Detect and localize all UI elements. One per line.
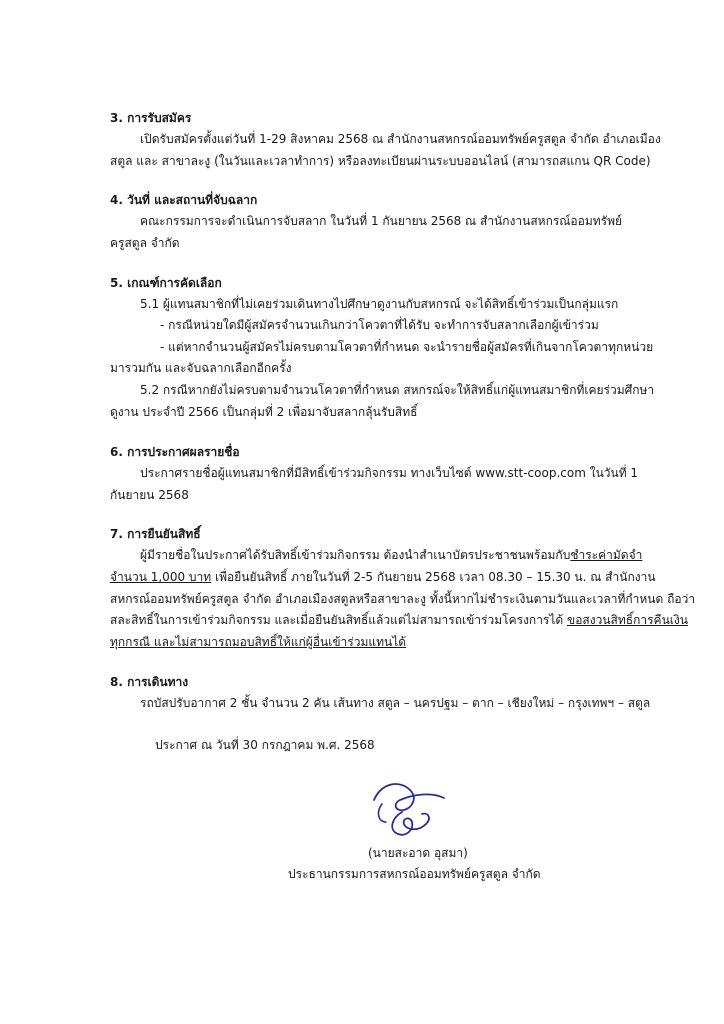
section-7-line-5: ทุกกรณี และไม่สามารถมอบสิทธิ์ให้แก่ผู้อื่นเข้าร่วมแทนได้	[110, 635, 407, 649]
section-4-heading: 4. วันที่ และสถานที่จับฉลาก	[110, 193, 258, 207]
signer-name: (นายสะอาด อุสมา)	[368, 846, 468, 860]
section-8-line-1: รถบัสปรับอากาศ 2 ชั้น จำนวน 2 คัน เส้นทาง สตูล – นครปฐม – ตาก – เชียงใหม่ – กรุงเทพฯ – สตูล	[140, 696, 651, 710]
section-4-line-2: ครูสตูล จำกัด	[110, 236, 180, 250]
section-4-line-1: คณะกรรมการจะดำเนินการจับสลาก ในวันที่ 1 กันยายน 2568 ณ สำนักงานสหกรณ์ออมทรัพย์	[140, 214, 623, 228]
section-5-line-3: - แต่หากจำนวนผู้สมัครไม่ครบตามโควตาที่กำหนด จะนำรายชื่อผู้สมัครที่เกินจากโควตาทุกหน่วย	[160, 340, 654, 354]
section-7-line-3: สหกรณ์ออมทรัพย์ครูสตูล จำกัด อำเภอเมืองสตูลหรือสาขาละงู ทั้งนี้หากไม่ชำระเงินตามวันและเวลาที่กำหนด ถือว่า	[110, 592, 696, 606]
section-3-heading: 3. การรับสมัคร	[110, 111, 192, 125]
section-5-line-2: - กรณีหน่วยใดมีผู้สมัครจำนวนเกินกว่าโควตาที่ได้รับ จะทำการจับสลากเลือกผู้เข้าร่วม	[160, 318, 599, 332]
section-5-line-6: ดูงาน ประจำปี 2566 เป็นกลุ่มที่ 2 เพื่อมาจับสลากลุ้นรับสิทธิ์	[110, 405, 418, 419]
section-8-heading: 8. การเดินทาง	[110, 675, 189, 689]
refund-notice-underlined: ขอสงวนสิทธิ์การคืนเงิน	[567, 613, 688, 627]
section-3-line-1: เปิดรับสมัครตั้งแต่วันที่ 1-29 สิงหาคม 2568 ณ สำนักงานสหกรณ์ออมทรัพย์ครูสตูล จำกัด อำเภอเมือง	[140, 132, 661, 146]
signer-title: ประธานกรรมการสหกรณ์ออมทรัพย์ครูสตูล จำกัด	[288, 867, 541, 881]
section-7-line-1	[140, 548, 642, 563]
section-3-line-2: สตูล และ สาขาละงู (ในวันและเวลาทำการ) หรือลงทะเบียนผ่านระบบออนไลน์ (สามารถสแกน QR Code)	[110, 154, 651, 168]
section-5-line-5: 5.2 กรณีหากยังไม่ครบตามจำนวนโควตาที่กำหนด สหกรณ์จะให้สิทธิ์แก่ผู้แทนสมาชิกที่เคยร่วมศึกษา	[140, 383, 655, 397]
section-5-heading: 5. เกณฑ์การคัดเลือก	[110, 276, 222, 290]
section-7-line-2	[110, 570, 656, 585]
section-6-heading: 6. การประกาศผลรายชื่อ	[110, 445, 240, 459]
section-7-heading: 7. การยืนยันสิทธิ์	[110, 527, 201, 541]
section-5-line-4: มารวมกัน และจับฉลากเลือกอีกครั้ง	[110, 361, 292, 375]
deposit-underlined-text: ชำระค่ามัดจำ	[570, 548, 643, 562]
section-7-line-2-text: เพื่อยืนยันสิทธิ์ ภายในวันที่ 2-5 กันยายน 2568 เวลา 08.30 – 15.30 น. ณ สำนักงาน	[211, 570, 656, 584]
section-7-line-1-text: ผู้มีรายชื่อในประกาศได้รับสิทธิ์เข้าร่วมกิจกรรม ต้องนำสำเนาบัตรประชาชนพร้อมกับ	[140, 548, 571, 562]
section-5-line-1: 5.1 ผู้แทนสมาชิกที่ไม่เคยร่วมเดินทางไปศึกษาดูงานกับสหกรณ์ จะได้สิทธิ์เข้าร่วมเป็นกลุ่มแรก	[140, 297, 619, 311]
section-7-line-4-text: สละสิทธิ์ในการเข้าร่วมกิจกรรม และเมื่อยืนยันสิทธิ์แล้วแต่ไม่สามารถเข้าร่วมโครงการได้	[110, 613, 568, 627]
section-6-line-1: ประกาศรายชื่อผู้แทนสมาชิกที่มีสิทธิ์เข้าร่วมกิจกรรม ทางเว็บไซต์ www.stt-coop.com ในวันที่ 1	[140, 466, 639, 480]
announcement-date: ประกาศ ณ วันที่ 30 กรกฎาคม พ.ศ. 2568	[155, 738, 375, 752]
section-7-line-4	[110, 613, 688, 628]
section-6-line-2: กันยายน 2568	[110, 488, 189, 502]
deposit-amount-underlined: จำนวน 1,000 บาท	[110, 570, 212, 584]
signature-image	[352, 772, 452, 842]
